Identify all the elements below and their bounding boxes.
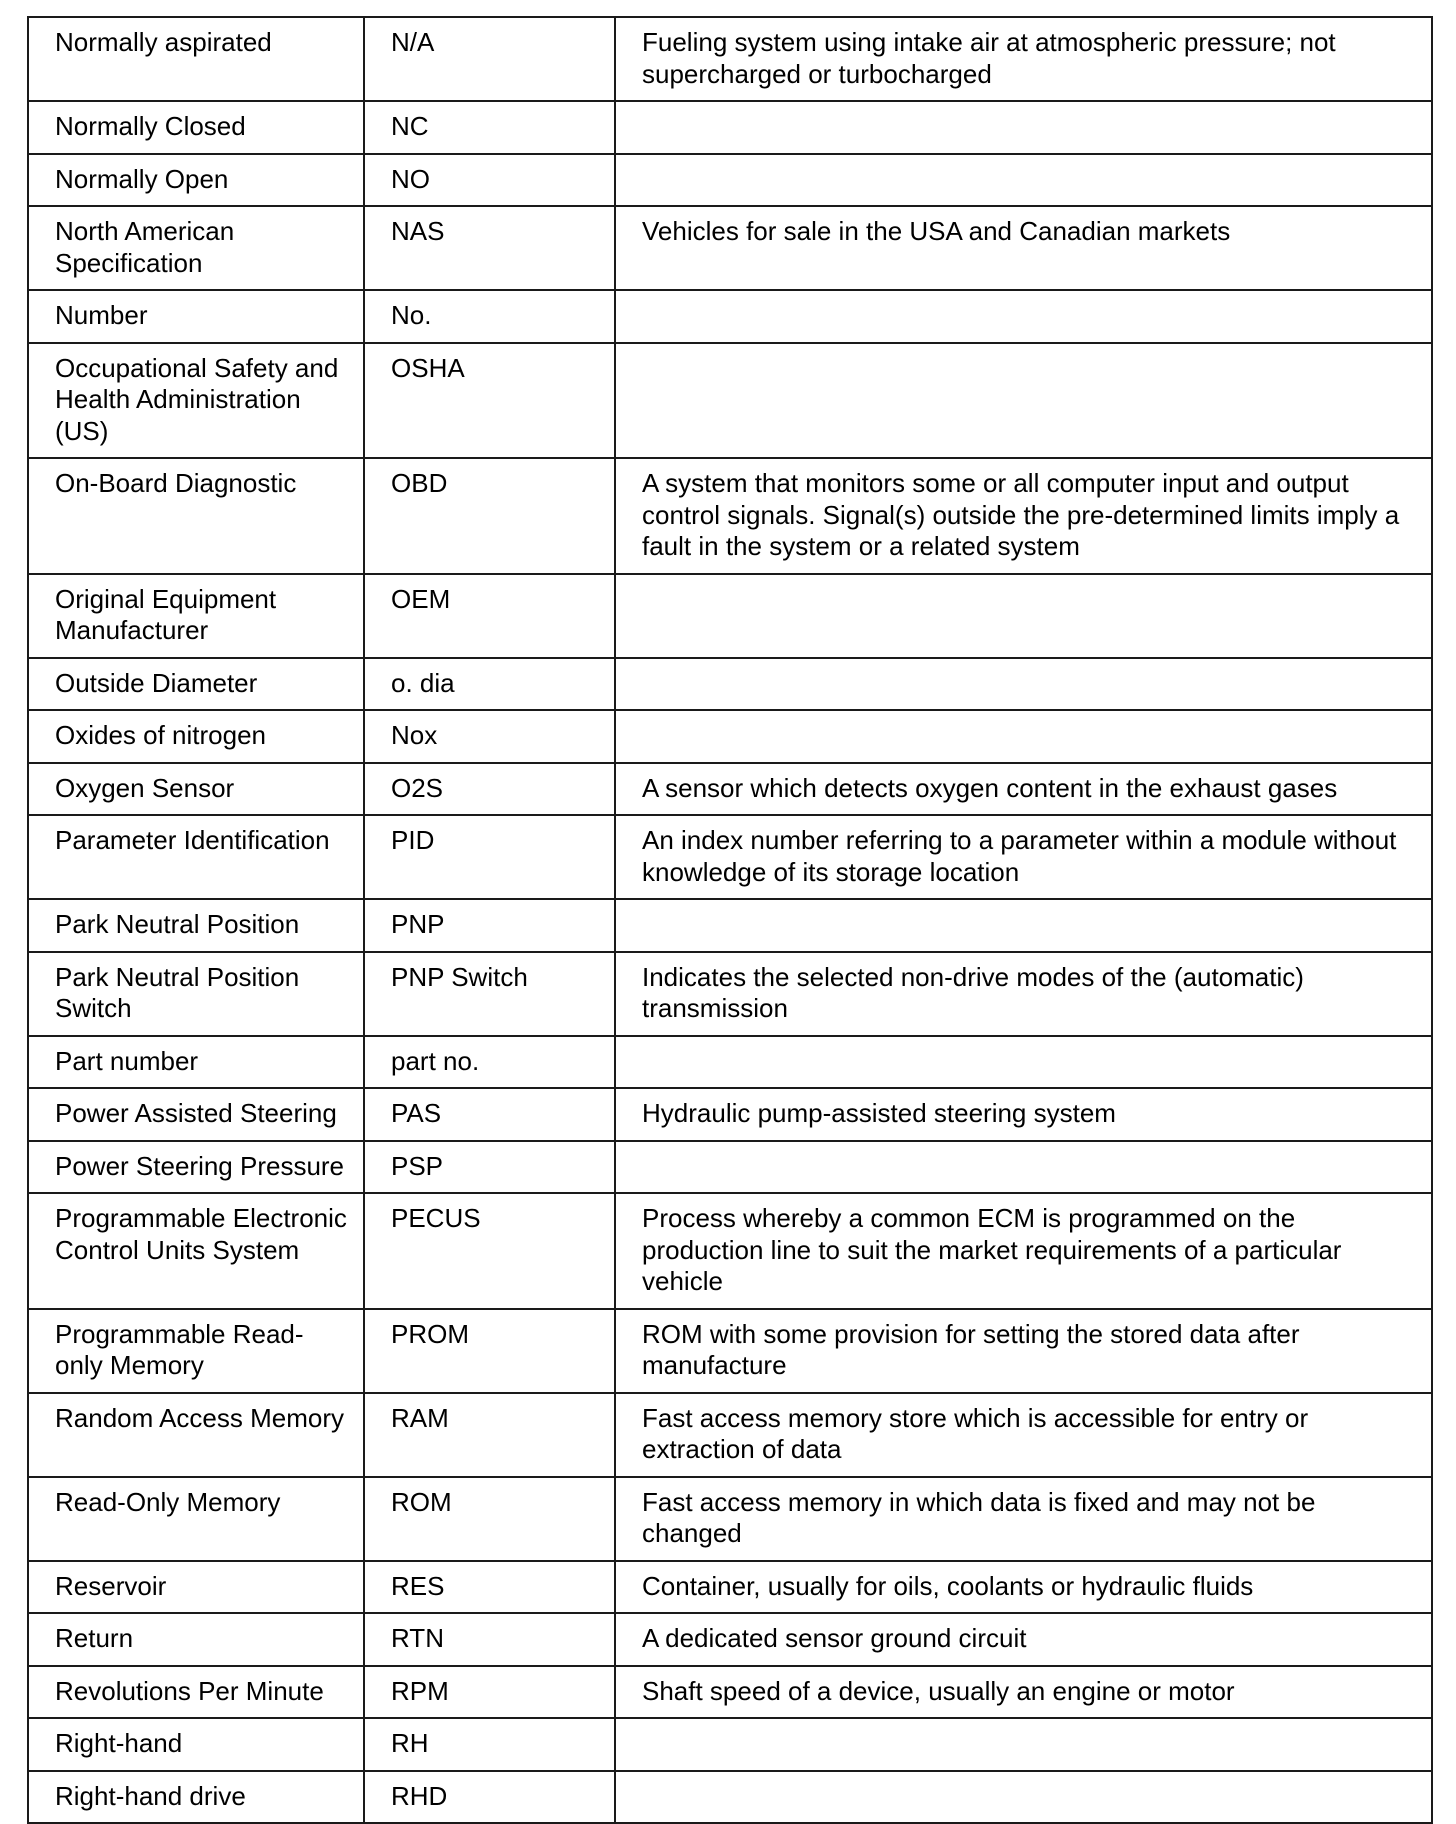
table-row xyxy=(28,17,1432,101)
table-row xyxy=(28,101,1432,154)
term-cell: Reservoir xyxy=(28,1561,364,1614)
term-cell: Normally Open xyxy=(28,154,364,207)
term-cell: Outside Diameter xyxy=(28,658,364,711)
description-cell: Process whereby a common ECM is programmed on the production line to suit the market requirements of a particular vehicle xyxy=(615,1193,1432,1309)
abbreviation-cell: RAM xyxy=(364,1393,615,1477)
description-cell xyxy=(615,343,1432,459)
description-cell: ROM with some provision for setting the stored data after manufacture xyxy=(615,1309,1432,1393)
description-cell xyxy=(615,710,1432,763)
abbreviation-cell: PECUS xyxy=(364,1193,615,1309)
glossary-table xyxy=(27,16,1433,1824)
term-cell: Revolutions Per Minute xyxy=(28,1666,364,1719)
term-cell: Return xyxy=(28,1613,364,1666)
abbreviation-cell: RHD xyxy=(364,1771,615,1824)
description-cell: Fast access memory in which data is fixed and may not be changed xyxy=(615,1477,1432,1561)
description-cell: Vehicles for sale in the USA and Canadian markets xyxy=(615,206,1432,290)
table-row xyxy=(28,1477,1432,1561)
abbreviation-cell: PID xyxy=(364,815,615,899)
table-row xyxy=(28,458,1432,574)
abbreviation-cell: OBD xyxy=(364,458,615,574)
abbreviation-cell: PNP Switch xyxy=(364,952,615,1036)
description-cell xyxy=(615,290,1432,343)
table-row xyxy=(28,952,1432,1036)
abbreviation-cell: N/A xyxy=(364,17,615,101)
term-cell: Park Neutral Position xyxy=(28,899,364,952)
abbreviation-cell: o. dia xyxy=(364,658,615,711)
term-cell: Programmable Read-only Memory xyxy=(28,1309,364,1393)
term-cell: Random Access Memory xyxy=(28,1393,364,1477)
term-cell: Right-hand drive xyxy=(28,1771,364,1824)
description-cell: Container, usually for oils, coolants or hydraulic fluids xyxy=(615,1561,1432,1614)
abbreviation-cell: RH xyxy=(364,1718,615,1771)
table-row xyxy=(28,1718,1432,1771)
table-row xyxy=(28,1309,1432,1393)
description-cell: A dedicated sensor ground circuit xyxy=(615,1613,1432,1666)
description-cell: An index number referring to a parameter within a module without knowledge of its storage location xyxy=(615,815,1432,899)
abbreviation-cell: PSP xyxy=(364,1141,615,1194)
term-cell: Park Neutral Position Switch xyxy=(28,952,364,1036)
glossary-body xyxy=(28,17,1432,1823)
abbreviation-cell: RES xyxy=(364,1561,615,1614)
abbreviation-cell: part no. xyxy=(364,1036,615,1089)
abbreviation-cell: RTN xyxy=(364,1613,615,1666)
description-cell xyxy=(615,658,1432,711)
table-row xyxy=(28,1193,1432,1309)
table-row xyxy=(28,658,1432,711)
description-cell: A system that monitors some or all computer input and output control signals. Signal(s) outside the pre-determined limits imply a fault in the system or a related system xyxy=(615,458,1432,574)
abbreviation-cell: PROM xyxy=(364,1309,615,1393)
table-row xyxy=(28,206,1432,290)
table-row xyxy=(28,1393,1432,1477)
abbreviation-cell: OEM xyxy=(364,574,615,658)
description-cell xyxy=(615,1771,1432,1824)
table-row xyxy=(28,1036,1432,1089)
description-cell: Hydraulic pump-assisted steering system xyxy=(615,1088,1432,1141)
table-row xyxy=(28,1561,1432,1614)
table-row xyxy=(28,574,1432,658)
description-cell xyxy=(615,1141,1432,1194)
description-cell: Fueling system using intake air at atmospheric pressure; not supercharged or turbocharged xyxy=(615,17,1432,101)
table-row xyxy=(28,763,1432,816)
term-cell: Parameter Identification xyxy=(28,815,364,899)
table-row xyxy=(28,1666,1432,1719)
description-cell xyxy=(615,574,1432,658)
table-row xyxy=(28,154,1432,207)
term-cell: Right-hand xyxy=(28,1718,364,1771)
abbreviation-cell: RPM xyxy=(364,1666,615,1719)
term-cell: On-Board Diagnostic xyxy=(28,458,364,574)
description-cell xyxy=(615,1718,1432,1771)
description-cell xyxy=(615,101,1432,154)
term-cell: Original Equipment Manufacturer xyxy=(28,574,364,658)
table-row xyxy=(28,899,1432,952)
term-cell: Power Assisted Steering xyxy=(28,1088,364,1141)
term-cell: Number xyxy=(28,290,364,343)
term-cell: Occupational Safety and Health Administration (US) xyxy=(28,343,364,459)
abbreviation-cell: No. xyxy=(364,290,615,343)
abbreviation-cell: NO xyxy=(364,154,615,207)
term-cell: Normally Closed xyxy=(28,101,364,154)
table-row xyxy=(28,343,1432,459)
abbreviation-cell: Nox xyxy=(364,710,615,763)
abbreviation-cell: PAS xyxy=(364,1088,615,1141)
term-cell: Oxygen Sensor xyxy=(28,763,364,816)
description-cell: Fast access memory store which is accessible for entry or extraction of data xyxy=(615,1393,1432,1477)
description-cell xyxy=(615,154,1432,207)
term-cell: Power Steering Pressure xyxy=(28,1141,364,1194)
term-cell: North American Specification xyxy=(28,206,364,290)
table-row xyxy=(28,815,1432,899)
term-cell: Read-Only Memory xyxy=(28,1477,364,1561)
table-row xyxy=(28,1141,1432,1194)
abbreviation-cell: O2S xyxy=(364,763,615,816)
table-row xyxy=(28,1088,1432,1141)
term-cell: Normally aspirated xyxy=(28,17,364,101)
term-cell: Programmable Electronic Control Units System xyxy=(28,1193,364,1309)
table-row xyxy=(28,1613,1432,1666)
abbreviation-cell: NAS xyxy=(364,206,615,290)
term-cell: Oxides of nitrogen xyxy=(28,710,364,763)
abbreviation-cell: NC xyxy=(364,101,615,154)
term-cell: Part number xyxy=(28,1036,364,1089)
description-cell: Indicates the selected non-drive modes of the (automatic) transmission xyxy=(615,952,1432,1036)
description-cell xyxy=(615,899,1432,952)
table-row xyxy=(28,1771,1432,1824)
abbreviation-cell: OSHA xyxy=(364,343,615,459)
table-row xyxy=(28,290,1432,343)
description-cell: A sensor which detects oxygen content in the exhaust gases xyxy=(615,763,1432,816)
abbreviation-cell: ROM xyxy=(364,1477,615,1561)
table-row xyxy=(28,710,1432,763)
description-cell xyxy=(615,1036,1432,1089)
description-cell: Shaft speed of a device, usually an engine or motor xyxy=(615,1666,1432,1719)
abbreviation-cell: PNP xyxy=(364,899,615,952)
